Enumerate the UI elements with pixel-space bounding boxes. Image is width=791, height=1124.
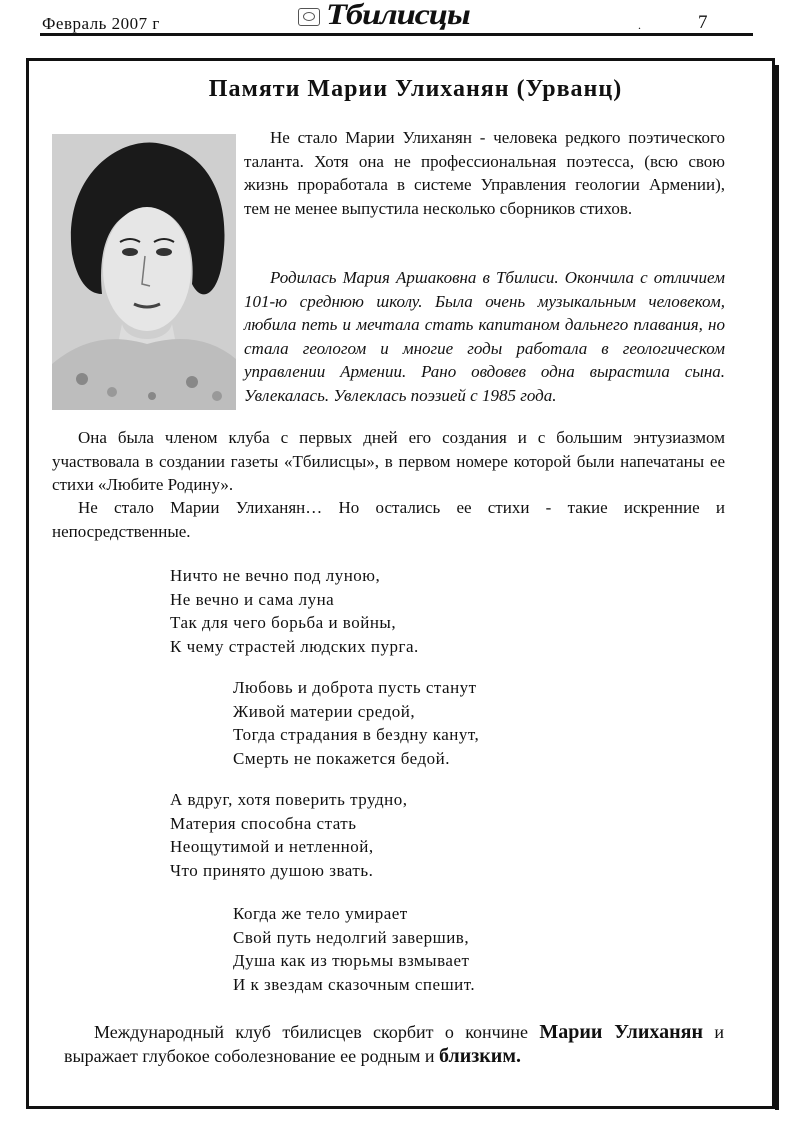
condolence-text: Международный клуб тбилисцев скорбит о кончине [94, 1022, 540, 1042]
poem-line: Любовь и доброта пусть станут [233, 678, 477, 697]
poem-line: Смерть не покажется бедой. [233, 748, 450, 768]
poem-line: К чему страстей людских пурга. [170, 636, 419, 656]
poem-line: Что принято душою звать. [170, 860, 374, 880]
page-number: 7 [698, 12, 708, 33]
emblem-icon [298, 8, 320, 26]
poem-line: И к звездам сказочным спешит. [233, 974, 476, 994]
poem-stanza-2 [233, 676, 479, 770]
poem-line: Живой материи средой, [233, 701, 416, 721]
poem-stanza-4 [233, 902, 475, 996]
condolence-paragraph [64, 1020, 724, 1068]
poems-intro-paragraph: Не стало Марии Улиханян… Но остались ее стихи - такие искренние и непосредственные. [52, 498, 725, 541]
article-title: Памяти Марии Улиханян (Урванц) [208, 76, 623, 102]
poem-line: Так для чего борьба и войны, [170, 613, 397, 632]
poem-line: Тогда страдания в бездну канут, [233, 725, 480, 744]
poem-line: А вдруг, хотя поверить трудно, [170, 790, 408, 809]
condolence-end: близким. [439, 1045, 521, 1067]
page-header [40, 0, 753, 34]
poem-line: Когда же тело умирает [233, 904, 408, 923]
poem-line: Свой путь недолгий завершив, [233, 927, 470, 947]
poem-line: Душа как из тюрьмы взмывает [233, 951, 470, 970]
club-paragraph: Она была членом клуба с первых дней его создания и с большим энтузиазмом участвовала в создании газеты «Тбилисцы», в первом номере которой были напечатаны ее стихи «Любите Родину». [52, 428, 725, 494]
newspaper-title: Тбилисцы [326, 0, 470, 31]
intro-paragraph: Не стало Марии Улиханян - человека редкого поэтического таланта. Хотя она не профессиональная поэтесса, (всю свою жизнь проработала в системе Управления геологии Армении), тем не менее выпустила несколько сборников стихов. [244, 128, 725, 218]
deceased-name: Марии Улиханян [539, 1021, 703, 1043]
poem-line: Неощутимой и нетленной, [170, 837, 374, 856]
poem-stanza-1 [170, 564, 419, 658]
header-dot: . [638, 18, 641, 32]
condolence-text: и выражает глубокое соболезнование ее родным и [64, 1022, 724, 1066]
header-rule [40, 33, 753, 36]
poem-line: Ничто не вечно под луною, [170, 566, 381, 585]
poem-line: Не вечно и сама луна [170, 589, 335, 609]
poem-line: Материя способна стать [170, 813, 357, 833]
biography-paragraph: Родилась Мария Аршаковна в Тбилиси. Окончила с отличием 101-ю среднюю школу. Была очень музыкальным человеком, любила петь и мечтала стать капитаном дальнего плавания, но стала геологом и многие годы работала в геологическом управлении Армении. Рано овдовев одна вырастила сына. Увлекалась. Увлеклась поэзией с 1985 года. [244, 268, 725, 405]
portrait-photo [52, 134, 236, 410]
poem-stanza-3 [170, 788, 407, 882]
issue-date: Февраль 2007 г [42, 14, 160, 33]
